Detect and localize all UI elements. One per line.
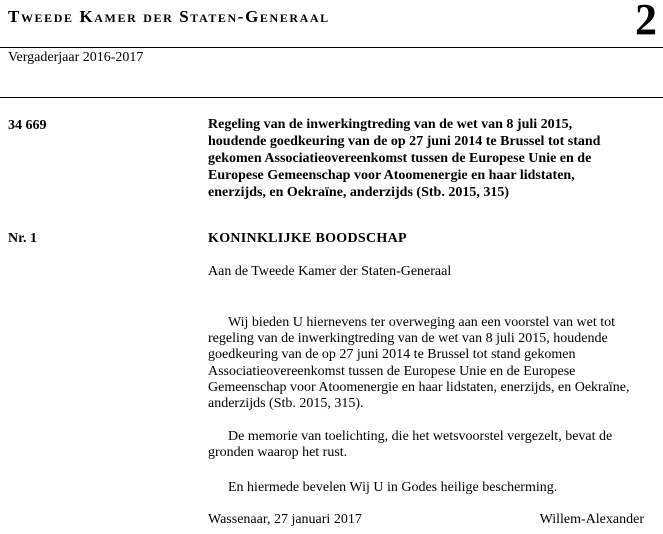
signatory: Willem-Alexander <box>539 512 644 527</box>
place-date: Wassenaar, 27 januari 2017 <box>208 512 362 527</box>
letter-paragraph: De memorie van toelichting, die het wetsvoorstel vergezelt, bevat de gronden waarop het rust. <box>208 429 613 461</box>
document-type: KONINKLIJKE BOODSCHAP <box>208 231 407 246</box>
addressee: Aan de Tweede Kamer der Staten-Generaal <box>208 264 452 279</box>
letter-paragraph: En hiermede bevelen Wij U in Godes heilige bescherming. <box>228 480 558 495</box>
document-number: 2 <box>635 0 657 44</box>
session-year: Vergaderjaar 2016-2017 <box>8 50 144 65</box>
chamber-title: Tweede Kamer der Staten-Generaal <box>8 7 330 26</box>
header-divider <box>0 47 663 48</box>
kamerstuk-subject: Regeling van de inwerkingtreding van de wet van 8 juli 2015, houdende goedkeuring van de op 27 juni 2014 te Brussel tot stand gekomen Associatieovereenkomst tussen de Europese Unie en de Europese Gemeenschap voor Atoomenergie en haar lidstaten, enerzijds, en Oekraïne, anderzijds (Stb. 2015, 315) <box>208 117 601 200</box>
item-number: Nr. 1 <box>8 231 38 246</box>
section-divider <box>0 97 663 98</box>
kamerstuk-number: 34 669 <box>8 118 47 133</box>
letter-paragraph: Wij bieden U hiernevens ter overweging aan een voorstel van wet tot regeling van de inwerkingtreding van de wet van 8 juli 2015, houdende goedkeuring van de op 27 juni 2014 te Brussel tot stand gekomen Associatieovereenkomst tussen de Europese Unie en de Europese Gemeenschap voor Atoomenergie en haar lidstaten, enerzijds, en Oekraïne, anderzijds (Stb. 2015, 315). <box>208 315 630 412</box>
